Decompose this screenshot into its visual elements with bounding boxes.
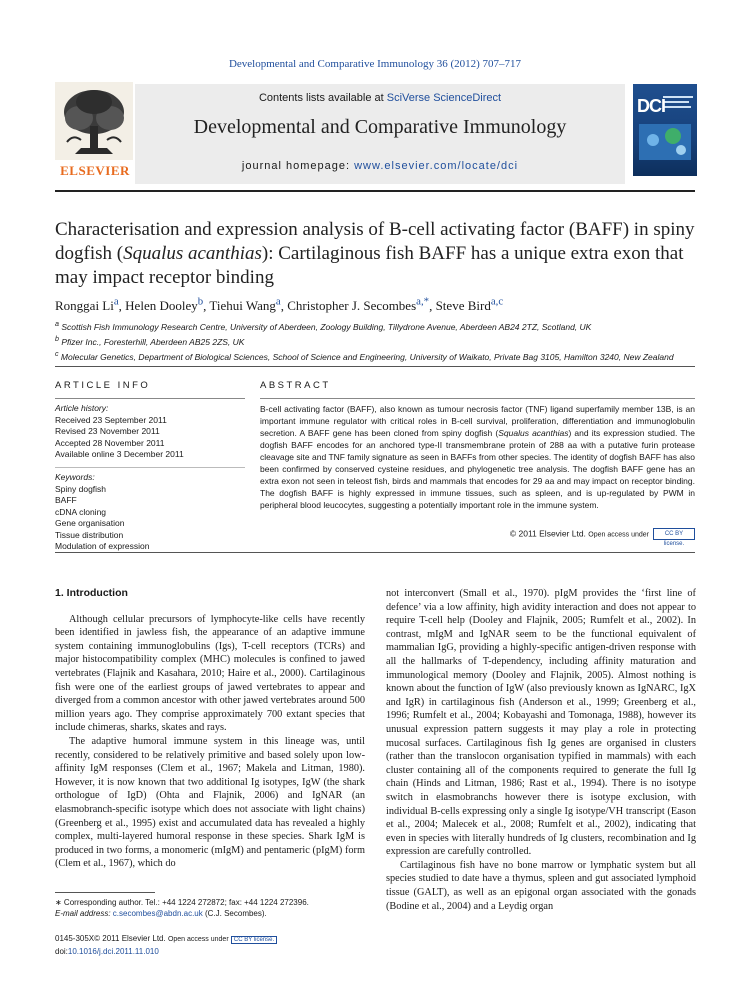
author[interactable]: Christopher J. Secombes$^{a,*}$ [287, 296, 430, 314]
contents-prefix: Contents lists available at [258, 92, 387, 104]
doi-link[interactable]: 10.1016/j.dci.2011.11.010 [67, 947, 159, 956]
article-info-divider [55, 398, 245, 399]
article-info-heading: ARTICLE INFO [55, 380, 151, 391]
affiliation: $^b$ Pfizer Inc., Foresterhill, Aberdeen AB25 2ZS, UK [55, 334, 245, 347]
title-part-2: ): Cartilaginous fish BAFF has a unique extra exon that may impact receptor binding [55, 243, 684, 288]
abstract-bottom-divider [55, 552, 695, 553]
history-item: Available online 3 December 2011 [55, 449, 184, 459]
homepage-prefix: journal homepage: [241, 160, 355, 172]
body-paragraph: Although cellular precursors of lymphocyte-like cells have recently been identified in jawless fish, the appearance of an adaptive immune system containing immunoglobulins (Igs), T-cell receptors (TCRs) and major histocompatibility complex (MHC) molecules is confined to jawed vertebrates (Flajnik and Kasahara, 2010; Haire et al., 2000). Cartilaginous fish were one of the earliest groups of jawed vertebrates to appear and diverged from a common ancestor with other jawed vertebrates around 500 million years ago. They comprise approximately 700 extant species that include chimeras, sharks, skates and rays. [55, 613, 365, 734]
email-link[interactable]: c.secombes@abdn.ac.uk [112, 909, 203, 918]
author-list: Ronggai Li$^a$, Helen Dooley$^b$, Tiehui Wang$^a$, Christopher J. Secombes$^{a,*}$, Steve Bird$^{a,c}$ [55, 296, 504, 314]
cc-by-license-badge[interactable]: CC BY license. [653, 528, 695, 540]
keywords-divider [55, 467, 245, 468]
keyword: Spiny dogfish [55, 483, 107, 494]
paper-title [55, 218, 695, 290]
elsevier-wordmark[interactable]: ELSEVIER [60, 163, 130, 178]
affiliations [55, 318, 695, 362]
footnotes [55, 897, 375, 919]
cover-title: DCI [637, 96, 665, 116]
sciencedirect-link[interactable]: SciVerse ScienceDirect [386, 92, 502, 104]
footnote-divider [55, 892, 155, 893]
body-paragraph: Cartilaginous fish have no bone marrow or lymphatic system but all species studied to date have a thymus, spleen and gut associated lymphoid tissue (GALT), as well as an epigonal organ associated with the gonads (Bodine et al., 2004) and a Leydig organ [386, 859, 696, 912]
title-part-1: Characterisation and expression analysis of B-cell activating factor (BAFF) in spiny dogfish ( [55, 219, 695, 264]
keyword: BAFF [55, 495, 77, 505]
history-label: Article history: [55, 403, 109, 413]
affiliation: $^a$ Scottish Fish Immunology Research Centre, University of Aberdeen, Zoology Building, Tillydrone Avenue, Aberdeen AB24 2TZ, Scotland, UK [55, 320, 592, 332]
history-item: Accepted 28 November 2011 [55, 437, 165, 448]
keyword: Gene organisation [55, 518, 125, 528]
abstract-copyright: © 2011 Elsevier Ltd. Open access under CC BY license. [260, 528, 695, 540]
affiliation: $^c$ Molecular Genetics, Department of Biological Sciences, School of Science and Engineering, University of Waikato, Private Bag 3105, Hamilton 3240, New Zealand [55, 349, 674, 362]
header-divider [55, 190, 695, 192]
contents-line [135, 92, 625, 104]
keyword: Modulation of expression [55, 541, 150, 551]
keywords [55, 472, 245, 553]
article-history [55, 403, 245, 461]
author[interactable]: Steve Bird$^{a,c}$ [435, 296, 504, 314]
abstract-heading: ABSTRACT [260, 380, 331, 391]
title-species: Squalus acanthias [123, 243, 262, 264]
keyword: cDNA cloning [55, 506, 107, 517]
body-paragraph: The adaptive humoral immune system in this lineage was, until recently, considered to be relatively primitive and based solely upon low-affinity IgM responses (Clem et al., 1967; Makela and Litman, 1980). However, it is now known that two additional Ig isotypes, IgW (the shark orthologue of IgD) (Ohta and Flajnik, 2006) and IgNAR (an elasmobranch-specific isotype which does not associate with light chains) (Greenberg et al., 1995) exist and accumulated data has revealed a highly complex, multi-layered humoral response in these species. Shark IgM is produced in two forms, a monomeric (mIgM) and pentameric (pIgM) form (Clem et al., 1967), which do [55, 735, 365, 870]
body-column-left [55, 587, 365, 871]
abstract-divider [260, 398, 695, 399]
author[interactable]: Helen Dooley$^b$ [125, 296, 204, 314]
abstract-text: B-cell activating factor (BAFF), also known as tumour necrosis factor (TNF) ligand superfamily member 13B, is an important immune regulator with critical roles in B-cell survival, proliferation, differentiation and immunoglobulin secretion. A BAFF gene has been cloned from spiny dogfish (Squalus acanthias) and its expression studied. The dogfish BAFF encodes for an anchored type-II transmembrane protein of 288 aa with a putative furin protease cleavage site and TNF family signature as seen in BAFFs from other species. The identity of dogfish BAFF has also been confirmed by conserved cysteine residues, and phylogenetic tree analysis. The dogfish BAFF gene has an extra exon not seen in teleost fish, birds and mammals that encodes for 29 aa and may impact on receptor binding. The dogfish BAFF is highly expressed in immune tissues, such as spleen, and is up-regulated by PWM in peripheral blood leucocytes, suggesting a potentially important role in the immune system. [260, 404, 695, 510]
keyword: Tissue distribution [55, 529, 124, 540]
corresponding-author-note: ∗ Corresponding author. Tel.: +44 1224 272872; fax: +44 1224 272396. [55, 898, 309, 907]
title-divider [55, 366, 695, 367]
doi-line: doi:10.1016/j.dci.2011.11.010 [55, 947, 159, 956]
body-paragraph: not interconvert (Small et al., 1970). pIgM provides the ‘first line of defence’ via a low affinity, high avidity interaction and does not appear to require T-cell help (Dooley and Flajnik, 2005; Rumfelt et al., 2002). In contrast, mIgM and IgNAR seem to be the functional equivalent of mammalian IgG, providing a highly-specific antigen-driven response with all the hallmarks of T-dependency, including affinity maturation and immunological memory (Dooley and Flajnik, 2005). Almost nothing is known about the function of IgW (also previously known as IgNARC, IgX and IgR) in cartilaginous fish (Anderson et al., 1999; Greenberg et al., 1996; Rumfelt et al., 2004; Kobayashi and Tomonaga, 1988), however its unusual expression pattern suggests it may play a role in protecting mucosal surfaces. Cartilaginous fish Ig genes are organised in clusters (rather than the translocon organisation typified in mammals) with each cluster containing all of the components required to generate the full Ig chain (Hinds and Litman, 1986; Rast et al., 1994). There is no isotype switch in elasmobranchs however there is isotype exclusion, with individual B-cells expressing only a single Ig isotype/VH transcript (Eason et al., 2004; Malecek et al., 2008; Rumfelt et al., 2002), indicating that even in species with literally hundreds of Ig clusters, recombination and Ig expression are carefully controlled. [386, 588, 696, 858]
introduction-heading: 1. Introduction [55, 587, 128, 599]
author[interactable]: Tiehui Wang$^a$ [209, 296, 281, 314]
history-item: Revised 23 November 2011 [55, 426, 160, 436]
journal-homepage [135, 160, 625, 172]
body-column-right [386, 587, 696, 913]
journal-title: Developmental and Comparative Immunology [193, 116, 567, 138]
email-note: E-mail address: c.secombes@abdn.ac.uk (C.J. Secombes). [55, 909, 267, 918]
cc-by-license-link[interactable]: CC BY license. [231, 936, 277, 944]
author[interactable]: Ronggai Li$^a$ [55, 296, 119, 314]
journal-reference[interactable]: Developmental and Comparative Immunology 36 (2012) 707–717 [228, 58, 522, 70]
history-item: Received 23 September 2011 [55, 414, 167, 425]
homepage-link[interactable]: www.elsevier.com/locate/dci [354, 160, 519, 172]
keywords-label: Keywords: [55, 472, 95, 482]
issn-line: 0145-305X© 2011 Elsevier Ltd. Open access under CC BY license. [55, 933, 455, 946]
page-footer [55, 933, 455, 957]
